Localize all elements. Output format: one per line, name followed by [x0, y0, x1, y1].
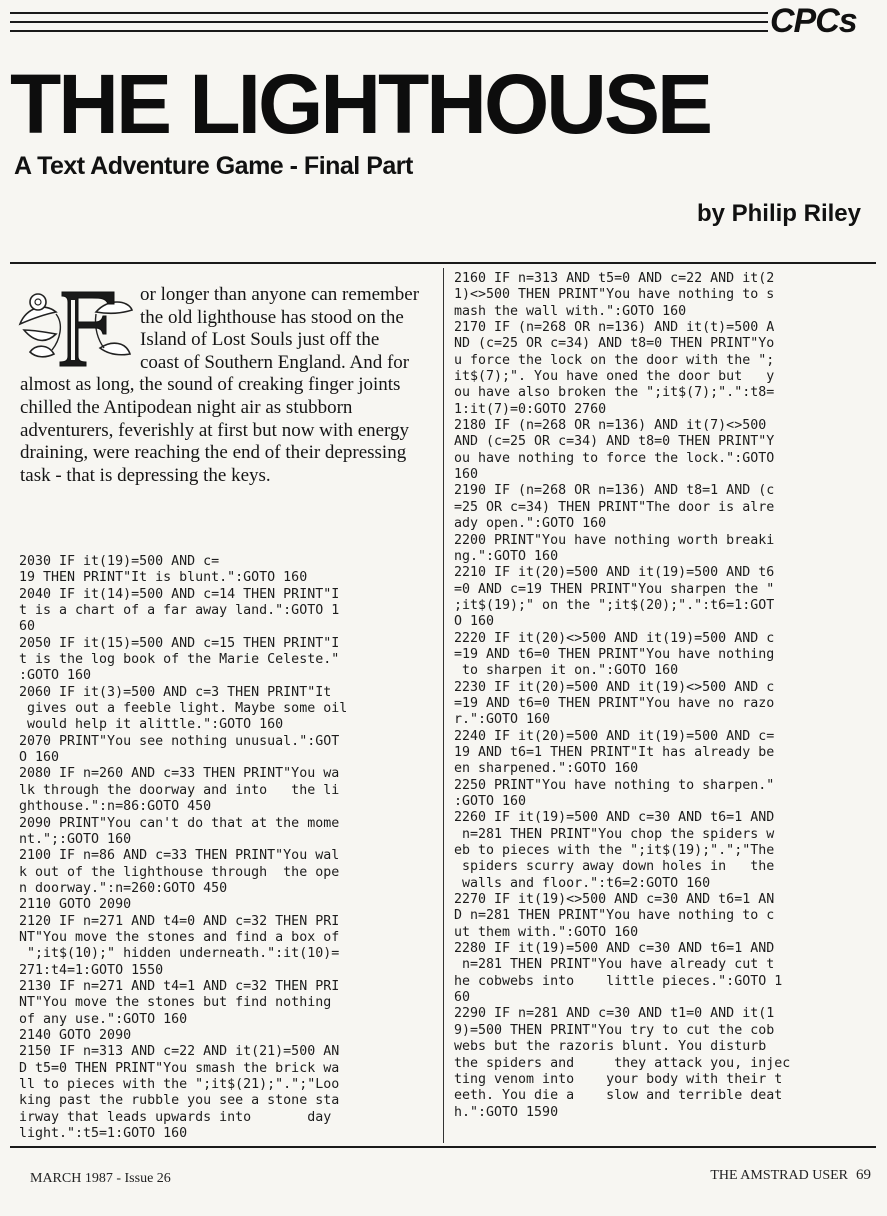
code-line: ou have nothing to force the lock.":GOTO	[454, 450, 775, 466]
code-line: 2130 IF n=271 AND t4=1 AND c=32 THEN PRI	[19, 978, 340, 994]
code-line: king past the rubble you see a stone sta	[19, 1093, 340, 1109]
code-line: walls and floor.":t6=2:GOTO 160	[454, 875, 711, 891]
code-line: 60	[454, 990, 471, 1006]
code-line: 2120 IF n=271 AND t4=0 AND c=32 THEN PRI	[19, 913, 340, 929]
code-line: 2100 IF n=86 AND c=33 THEN PRINT"You wal	[19, 848, 340, 864]
code-line: n=281 THEN PRINT"You chop the spiders w	[454, 826, 775, 842]
code-line: O 160	[19, 750, 60, 766]
code-line: the spiders and they attack you, injec	[454, 1055, 791, 1071]
code-line: 2160 IF n=313 AND t5=0 AND c=22 AND it(2	[454, 271, 775, 286]
issue-date: MARCH 1987 - Issue 26	[30, 1171, 171, 1186]
code-line: nt.";:GOTO 160	[19, 831, 132, 847]
code-line: ll to pieces with the ";it$(21);".";"Loo	[19, 1077, 340, 1092]
code-line: D n=281 THEN PRINT"You have nothing to c	[454, 908, 775, 924]
page-number: 69	[856, 1167, 871, 1183]
top-rule	[10, 262, 876, 264]
code-line: :GOTO 160	[19, 668, 92, 684]
code-line: mash the wall with.":GOTO 160	[454, 303, 687, 319]
code-line: would help it alittle.":GOTO 160	[19, 717, 284, 733]
magazine-name: THE AMSTRAD USER	[710, 1168, 848, 1183]
code-line: t is a chart of a far away land.":GOTO 1	[19, 603, 340, 619]
code-line: 2150 IF n=313 AND c=22 AND it(21)=500 AN	[19, 1044, 340, 1060]
code-line: 2170 IF (n=268 OR n=136) AND it(t)=500 A	[454, 320, 775, 336]
code-line: 2070 PRINT"You see nothing unusual.":GOT	[19, 733, 340, 749]
code-line: 2240 IF it(20)=500 AND it(19)=500 AND c=	[454, 728, 775, 744]
code-line: 2060 IF it(3)=500 AND c=3 THEN PRINT"It	[19, 684, 332, 700]
footer-masthead	[710, 1167, 871, 1184]
code-line: lk through the doorway and into the li	[19, 782, 340, 798]
intro-text: or longer than anyone can remember the old lighthouse has stood on the Island of Lost Souls just off the coast of Southern England. And for almost as long, the sound of creaking finger joints chilled the Antipodean night air as stubborn adventurers, feverishly at first but now with energy draining, were reaching the end of their depressing task - that is depressing the keys.	[20, 284, 420, 486]
code-line: t is the log book of the Marie Celeste."	[19, 652, 340, 668]
code-line: eeth. You die a slow and terrible deat	[454, 1088, 783, 1104]
code-line: 1:it(7)=0:GOTO 2760	[454, 401, 607, 417]
code-line: 2220 IF it(20)<>500 AND it(19)=500 AND c	[454, 630, 775, 646]
code-line: ";it$(10);" hidden underneath.":it(10)=	[19, 946, 340, 962]
code-line: u force the lock on the door with the ";	[454, 352, 775, 368]
code-line: spiders scurry away down holes in the	[454, 859, 775, 875]
code-line: 19 AND t6=1 THEN PRINT"It has already be	[454, 744, 775, 760]
code-line: 2190 IF (n=268 OR n=136) AND t8=1 AND (c	[454, 483, 775, 499]
code-line: n doorway.":n=260:GOTO 450	[19, 880, 228, 896]
code-line: ;it$(19);" on the ";it$(20);".":t6=1:GOT	[454, 597, 775, 613]
section-tag: CPCs	[770, 2, 857, 40]
basic-listing-left	[19, 554, 347, 1142]
code-line: 271:t4=1:GOTO 1550	[19, 962, 164, 978]
code-line: 2050 IF it(15)=500 AND c=15 THEN PRINT"I	[19, 635, 340, 651]
code-line: 2180 IF (n=268 OR n=136) AND it(7)<>500	[454, 418, 767, 434]
code-line: =0 AND c=19 THEN PRINT"You sharpen the "	[454, 581, 775, 597]
code-line: en sharpened.":GOTO 160	[454, 761, 639, 777]
code-line: ut them with.":GOTO 160	[454, 924, 639, 940]
code-line: O 160	[454, 614, 495, 630]
author-byline: by Philip Riley	[696, 200, 861, 227]
column-divider	[443, 268, 444, 1143]
code-line: ting venom into your body with their t	[454, 1071, 783, 1087]
code-line: gives out a feeble light. Maybe some oil	[19, 701, 348, 717]
article-subtitle: A Text Adventure Game - Final Part	[14, 152, 413, 180]
code-line: NT"You move the stones and find a box of	[19, 929, 340, 945]
code-line: =19 AND t6=0 THEN PRINT"You have no razo	[454, 695, 775, 711]
code-line: NT"You move the stones but find nothing	[19, 995, 332, 1011]
code-line: ady open.":GOTO 160	[454, 516, 607, 532]
code-line: he cobwebs into little pieces.":GOTO 1	[454, 973, 783, 989]
code-line: 2140 GOTO 2090	[19, 1027, 132, 1043]
code-line: 2280 IF it(19)=500 AND c=30 AND t6=1 AND	[454, 941, 775, 957]
code-line: light.":t5=1:GOTO 160	[19, 1126, 188, 1142]
code-line: webs but the razoris blunt. You disturb	[454, 1039, 767, 1055]
code-line: =25 OR c=34) THEN PRINT"The door is alre	[454, 499, 775, 515]
code-line: 19 THEN PRINT"It is blunt.":GOTO 160	[19, 570, 308, 586]
code-line: 2030 IF it(19)=500 AND c=	[19, 554, 220, 569]
code-line: of any use.":GOTO 160	[19, 1011, 188, 1027]
code-line: ND (c=25 OR c=34) AND t8=0 THEN PRINT"Yo	[454, 336, 775, 352]
code-line: 2200 PRINT"You have nothing worth breaki	[454, 532, 775, 548]
code-line: irway that leads upwards into day	[19, 1109, 332, 1125]
article-title: THE LIGHTHOUSE	[10, 57, 711, 151]
code-line: ng.":GOTO 160	[454, 548, 559, 564]
code-line: k out of the lighthouse through the ope	[19, 864, 340, 880]
code-line: 2250 PRINT"You have nothing to sharpen."	[454, 777, 775, 793]
code-line: 2230 IF it(20)=500 AND it(19)<>500 AND c	[454, 679, 775, 695]
code-line: 2080 IF n=260 AND c=33 THEN PRINT"You wa	[19, 766, 340, 782]
floral-ornament-icon	[16, 284, 134, 368]
code-line: 2290 IF n=281 AND c=30 AND t1=0 AND it(1	[454, 1006, 775, 1022]
code-line: ou have also broken the ";it$(7);".":t8=	[454, 385, 775, 401]
bottom-rule	[10, 1146, 876, 1148]
code-line: 1)<>500 THEN PRINT"You have nothing to s	[454, 287, 775, 303]
code-line: 160	[454, 467, 479, 483]
code-line: 2210 IF it(20)=500 AND it(19)=500 AND t6	[454, 565, 775, 581]
code-line: it$(7);". You have oned the door but y	[454, 369, 775, 385]
code-line: D t5=0 THEN PRINT"You smash the brick wa	[19, 1060, 340, 1076]
code-line: 2110 GOTO 2090	[19, 897, 132, 913]
intro-paragraph	[20, 284, 420, 487]
code-line: n=281 THEN PRINT"You have already cut t	[454, 957, 775, 973]
code-line: 2040 IF it(14)=500 AND c=14 THEN PRINT"I	[19, 586, 340, 602]
code-line: 2270 IF it(19)<>500 AND c=30 AND t6=1 AN	[454, 892, 775, 908]
code-line: eb to pieces with the ";it$(19);".";"The	[454, 843, 775, 859]
code-line: 2090 PRINT"You can't do that at the mome	[19, 815, 340, 831]
code-line: 9)=500 THEN PRINT"You try to cut the cob	[454, 1022, 775, 1038]
code-line: ghthouse.":n=86:GOTO 450	[19, 799, 212, 815]
code-line: r.":GOTO 160	[454, 712, 551, 728]
code-line: 60	[19, 619, 36, 635]
basic-listing-right	[454, 271, 790, 1121]
drop-cap	[16, 284, 134, 368]
code-line: :GOTO 160	[454, 794, 527, 809]
header-rules	[10, 12, 768, 39]
code-line: to sharpen it on.":GOTO 160	[454, 663, 679, 679]
code-line: =19 AND t6=0 THEN PRINT"You have nothing	[454, 646, 775, 662]
code-line: AND (c=25 OR c=34) AND t8=0 THEN PRINT"Y	[454, 434, 775, 450]
code-line: 2260 IF it(19)=500 AND c=30 AND t6=1 AND	[454, 810, 775, 826]
code-line: h.":GOTO 1590	[454, 1104, 559, 1120]
